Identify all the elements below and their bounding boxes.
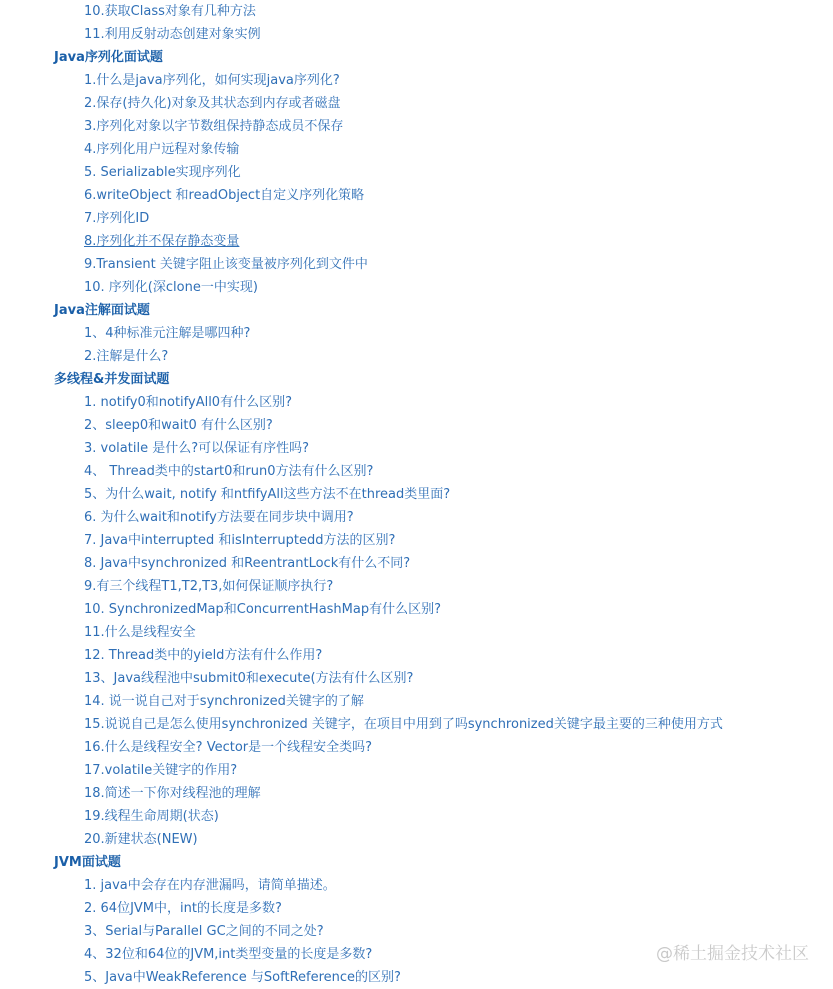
toc-link[interactable]: 5、Java中WeakReference 与SoftReference的区别?: [84, 970, 401, 985]
toc-link[interactable]: 16.什么是线程安全? Vector是一个线程安全类吗?: [84, 740, 373, 755]
toc-link[interactable]: 2. 64位JVM中，int的长度是多数?: [84, 901, 282, 916]
watermark: @稀土掘金技术社区: [656, 944, 809, 964]
toc-link[interactable]: 5. Serializable实现序列化: [84, 165, 241, 180]
toc-link[interactable]: 2.注解是什么?: [84, 349, 169, 364]
toc-link[interactable]: 1. notify0和notifyAll0有什么区别?: [84, 395, 292, 410]
toc-link[interactable]: 4.序列化用户远程对象传输: [84, 142, 240, 157]
section-heading[interactable]: Java序列化面试题: [54, 50, 163, 65]
toc-link[interactable]: 8.序列化并不保存静态变量: [84, 234, 240, 249]
toc-link[interactable]: 3.序列化对象以字节数组保持静态成员不保存: [84, 119, 344, 134]
toc-link[interactable]: 5、为什么wait, notify 和ntfifyAll这些方法不在thread类里面?: [84, 487, 451, 502]
toc-link[interactable]: 4、32位和64位的JVM,int类型变量的长度是多数?: [84, 947, 373, 962]
section-heading[interactable]: JVM面试题: [54, 855, 121, 870]
toc-link[interactable]: 9.Transient 关键字阻止该变量被序列化到文件中: [84, 257, 368, 272]
toc-link[interactable]: 1. java中会存在内存泄漏吗，请简单描述。: [84, 878, 336, 893]
toc-link[interactable]: 17.volatile关键字的作用?: [84, 763, 238, 778]
toc-link[interactable]: 11.什么是线程安全: [84, 625, 196, 640]
toc-link[interactable]: 18.简述一下你对线程池的理解: [84, 786, 261, 801]
toc-link[interactable]: 6. 为什么wait和notify方法要在同步块中调用?: [84, 510, 354, 525]
toc-link[interactable]: 7. Java中interrupted 和isInterruptedd方法的区别?: [84, 533, 396, 548]
toc-link[interactable]: 4、 Thread类中的start0和run0方法有什么区别?: [84, 464, 374, 479]
toc-link[interactable]: 2、sleep0和wait0 有什么区别?: [84, 418, 273, 433]
toc-link[interactable]: 10.获取Class对象有几种方法: [84, 4, 256, 19]
section-heading[interactable]: Java注解面试题: [54, 303, 150, 318]
toc-link[interactable]: 1.什么是java序列化，如何实现java序列化?: [84, 73, 340, 88]
toc-link[interactable]: 2.保存(持久化)对象及其状态到内存或者磁盘: [84, 96, 341, 111]
toc-link[interactable]: 7.序列化ID: [84, 211, 150, 226]
toc-link[interactable]: 3. volatile 是什么?可以保证有序性吗?: [84, 441, 310, 456]
toc-link[interactable]: 11.利用反射动态创建对象实例: [84, 27, 261, 42]
toc-link[interactable]: 1、4种标准元注解是哪四种?: [84, 326, 251, 341]
toc-link[interactable]: 10. 序列化(深clone一中实现): [84, 280, 258, 295]
toc-link[interactable]: 19.线程生命周期(状态): [84, 809, 219, 824]
toc-link[interactable]: 20.新建状态(NEW): [84, 832, 198, 847]
toc-link[interactable]: 10. SynchronizedMap和ConcurrentHashMap有什么区别?: [84, 602, 442, 617]
toc-link[interactable]: 9.有三个线程T1,T2,T3,如何保证顺序执行?: [84, 579, 334, 594]
toc-link[interactable]: 12. Thread类中的yield方法有什么作用?: [84, 648, 323, 663]
toc-link[interactable]: 8. Java中synchronized 和ReentrantLock有什么不同?: [84, 556, 411, 571]
toc-link[interactable]: 13、Java线程池中submit0和execute(方法有什么区别?: [84, 671, 414, 686]
toc-link[interactable]: 15.说说自己是怎么使用synchronized 关键字，在项目中用到了吗synchronized关键字最主要的三种使用方式: [84, 717, 723, 732]
toc-link[interactable]: 6.writeObject 和readObject自定义序列化策略: [84, 188, 365, 203]
toc-link[interactable]: 14. 说一说自己对于synchronized关键字的了解: [84, 694, 364, 709]
toc-link[interactable]: 3、Serial与Parallel GC之间的不同之处?: [84, 924, 324, 939]
section-heading[interactable]: 多线程&并发面试题: [54, 372, 170, 387]
